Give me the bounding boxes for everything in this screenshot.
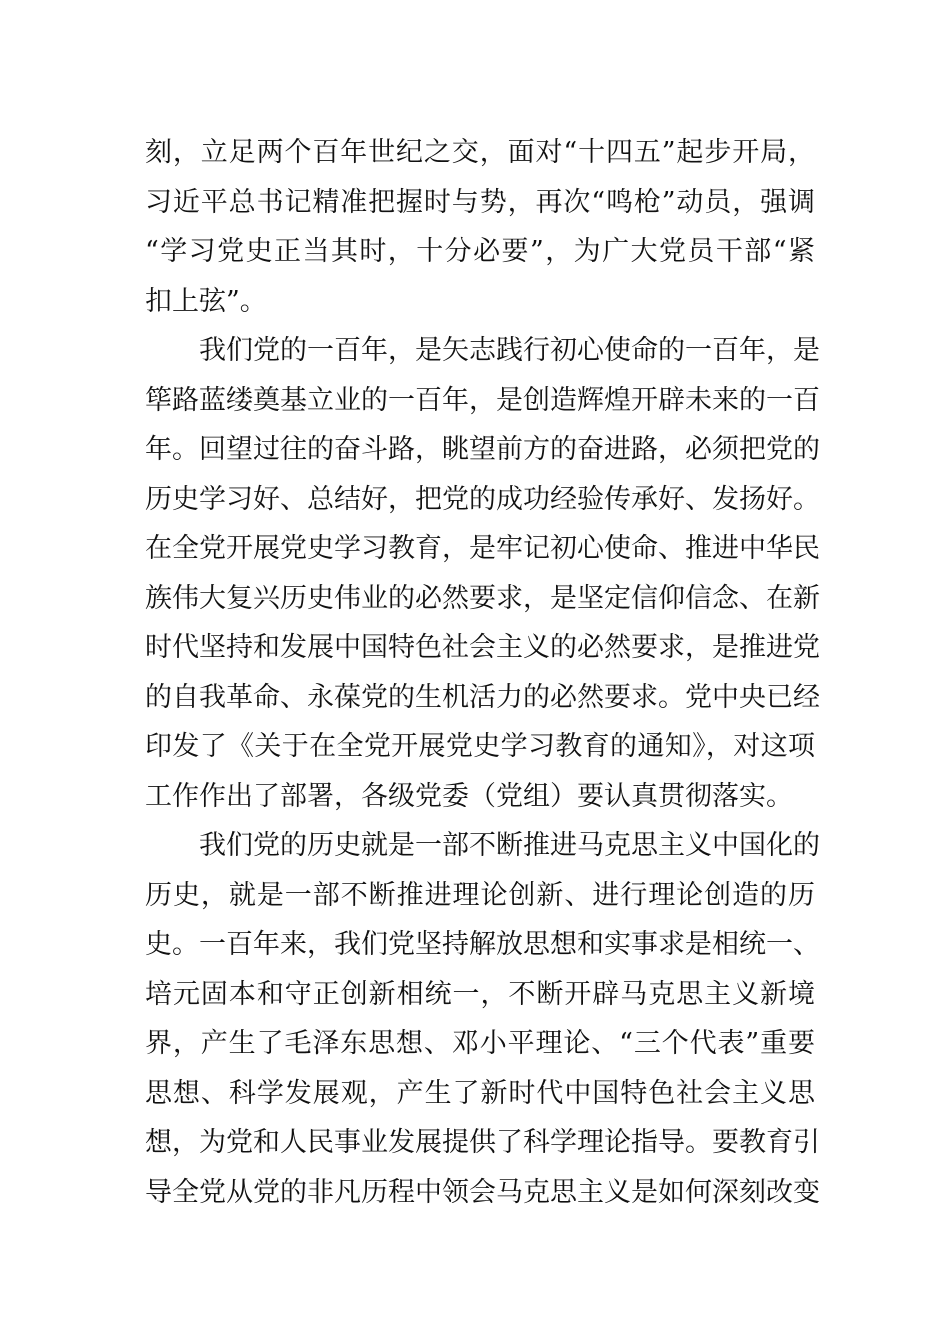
- text-line: 历史学习好、总结好，把党的成功经验传承好、发扬好。: [145, 483, 820, 515]
- document-body: [145, 128, 820, 1217]
- text-line: 界，产生了毛泽东思想、邓小平理论、“三个代表”重要: [145, 1028, 815, 1059]
- text-line: “学习党史正当其时，十分必要”，为广大党员干部“紧: [145, 236, 815, 267]
- text-line: 工作作出了部署，各级党委（党组）要认真贯彻落实。: [145, 780, 793, 812]
- paragraph-3: [145, 821, 820, 1217]
- text-line: 时代坚持和发展中国特色社会主义的必然要求，是推进党: [145, 632, 820, 663]
- paragraph-2: [145, 326, 820, 821]
- text-line: 历史，就是一部不断推进理论创新、进行理论创造的历: [145, 879, 815, 911]
- text-line: 扣上弦”。: [145, 285, 267, 317]
- text-line: 思想、科学发展观，产生了新时代中国特色社会主义思: [145, 1077, 815, 1109]
- text-line: 在全党开展党史学习教育，是牢记初心使命、推进中华民: [145, 533, 820, 564]
- text-line: 我们党的历史就是一部不断推进马克思主义中国化的: [199, 830, 820, 861]
- text-line: 的自我革命、永葆党的生机活力的必然要求。党中央已经: [145, 681, 820, 713]
- paragraph-1: [145, 128, 815, 326]
- text-line: 导全党从党的非凡历程中领会马克思主义是如何深刻改变: [145, 1176, 820, 1208]
- text-line: 族伟大复兴历史伟业的必然要求，是坚定信仰信念、在新: [145, 582, 820, 614]
- text-line: 筚路蓝缕奠基立业的一百年，是创造辉煌开辟未来的一百: [145, 384, 820, 416]
- text-line: 刻，立足两个百年世纪之交，面对“十四五”起步开局，: [145, 137, 815, 168]
- text-line: 想，为党和人民事业发展提供了科学理论指导。要教育引: [145, 1127, 820, 1158]
- text-line: 培元固本和守正创新相统一，不断开辟马克思主义新境: [145, 978, 815, 1010]
- text-line: 习近平总书记精准把握时与势，再次“鸣枪”动员，强调: [145, 186, 815, 218]
- text-line: 我们党的一百年，是矢志践行初心使命的一百年，是: [199, 335, 820, 366]
- text-line: 史。一百年来，我们党坚持解放思想和实事求是相统一、: [145, 929, 820, 960]
- text-line: 年。回望过往的奋斗路，眺望前方的奋进路，必须把党的: [145, 434, 820, 465]
- text-line: 印发了《关于在全党开展党史学习教育的通知》，对这项: [145, 731, 815, 762]
